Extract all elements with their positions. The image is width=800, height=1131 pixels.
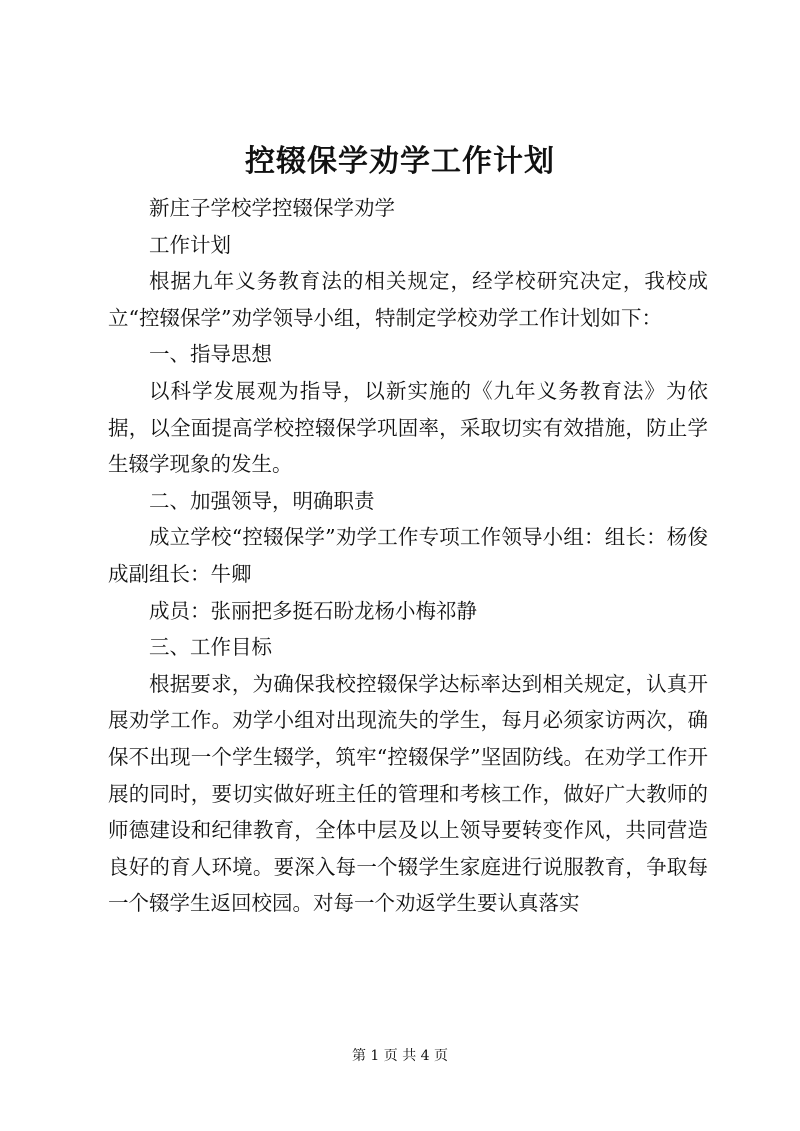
- page-number-footer: 第 1 页 共 4 页: [351, 1048, 449, 1064]
- paragraph-leadership-group: 成立学校“控辍保学”劝学工作专项工作领导小组：组长：杨俊成副组长：牛卿: [108, 525, 708, 586]
- paragraph-intro: 根据九年义务教育法的相关规定，经学校研究决定，我校成立“控辍保学”劝学领导小组，特制定学校劝学工作计划如下：: [108, 269, 708, 330]
- section-heading-leadership: 二、加强领导，明确职责: [149, 488, 375, 513]
- paragraph-members: 成员：张丽把多挺石盼龙杨小梅祁静: [149, 598, 477, 623]
- document-body: [108, 190, 708, 922]
- paragraph-plan-label: 工作计划: [149, 232, 231, 257]
- section-heading-work-goals: 三、工作目标: [149, 635, 272, 660]
- paragraph-school-name: 新庄子学校学控辍保学劝学: [149, 196, 395, 220]
- section-heading-guiding-ideology: 一、指导思想: [149, 342, 272, 367]
- paragraph-work-goals: 根据要求，为确保我校控辍保学达标率达到相关规定，认真开展劝学工作。劝学小组对出现流失的学生，每月必须家访两次，确保不出现一个学生辍学，筑牢“控辍保学”坚固防线。在劝学工作开展的同时，要切实做好班主任的管理和考核工作，做好广大教师的师德建设和纪律教育，全体中层及以上领导要转变作风，共同营造良好的育人环境。要深入每一个辍学生家庭进行说服教育，争取每一个辍学生返回校园。对每一个劝返学生要认真落实: [108, 671, 708, 916]
- document-title: 控辍保学劝学工作计划: [245, 144, 555, 179]
- paragraph-guiding-ideology: 以科学发展观为指导，以新实施的《九年义务教育法》为依据，以全面提高学校控辍保学巩固率，采取切实有效措施，防止学生辍学现象的发生。: [108, 378, 708, 477]
